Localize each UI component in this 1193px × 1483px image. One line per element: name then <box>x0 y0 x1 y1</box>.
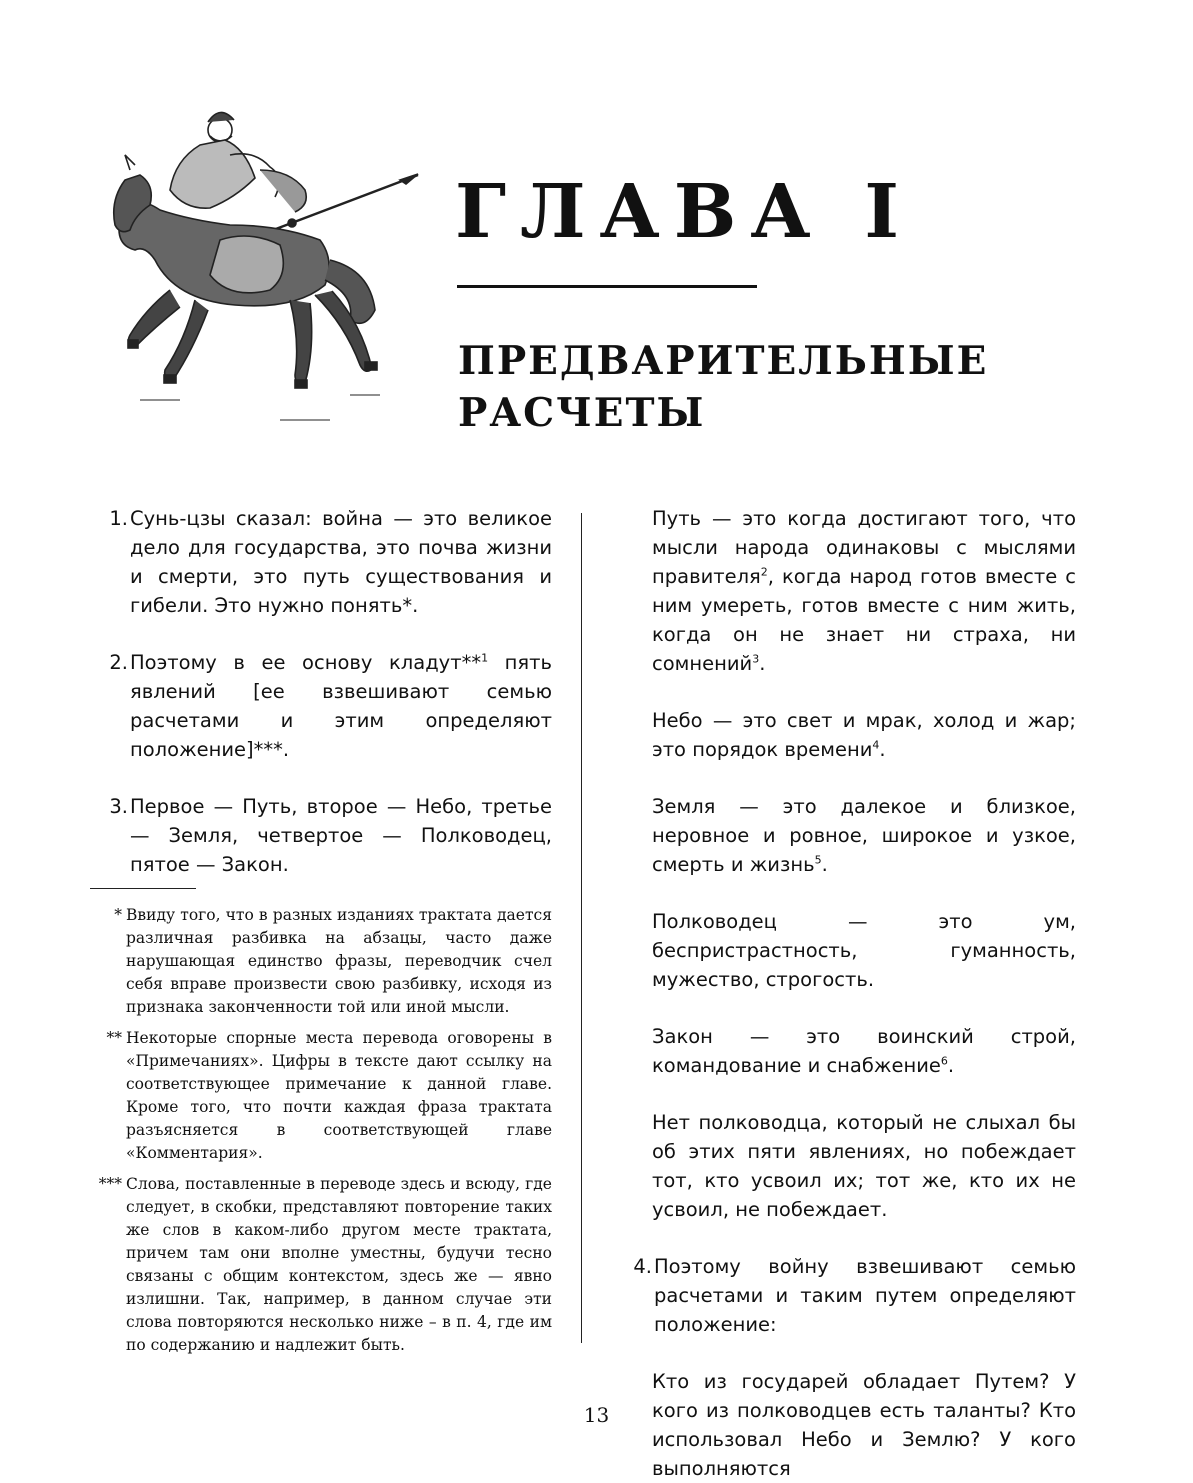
note-ref: 1 <box>481 651 489 665</box>
column-divider <box>581 513 582 1343</box>
paragraph-number: 4. <box>633 1255 652 1278</box>
chapter-title: ГЛАВА I <box>455 169 913 255</box>
paragraph-text: Поэтому войну взвешивают семью расчетами и таким путем определяют положение: <box>654 1255 1076 1336</box>
footnote-1 <box>90 904 552 1019</box>
paragraph-put: Путь — это когда достигают того, что мысли народа одинаковы с мыслями правителя$^2$, когда народ готов вместе с ним умереть, готов вместе с ним жить, когда он не знает ни страха, ни сомнений$^3$. <box>652 507 1076 675</box>
footnote-3 <box>90 1173 552 1357</box>
paragraph-number: 2. <box>109 651 128 674</box>
footnote-mark: ** <box>106 1029 122 1047</box>
footnote-text: Ввиду того, что в разных изданиях трактата дается различная разбивка на абзацы, часто даже нарушающая единство фразы, переводчик счел себя вправе произвести свою разбивку, исходя из признака законченности той или иной мысли. <box>126 906 552 1016</box>
paragraph-text: Сунь-цзы сказал: война — это великое дело для государства, это почва жизни и смерти, это путь существования и гибели. Это нужно понять*. <box>130 507 552 617</box>
footnote-text: Слова, поставленные в переводе здесь и всюду, где следует, в скобки, представляют повторение таких же слов в каком-либо другом месте трактата, причем там они вполне уместны, будучи тесно связаны с общим контекстом, здесь же — явно излишни. Так, например, в данном случае эти слова повторяются несколько ниже – в п. 4, где им по содержанию и надлежит быть. <box>126 1175 552 1354</box>
footnote-rule <box>90 888 196 889</box>
paragraph-nebo: Небо — это свет и мрак, холод и жар; это порядок времени$^4$. <box>652 709 1076 761</box>
footnote-mark: *** <box>98 1175 122 1193</box>
footnote-mark: * <box>114 906 122 924</box>
paragraph-3 <box>90 792 552 879</box>
page-number: 13 <box>583 1403 610 1427</box>
note-ref: 3 <box>752 652 760 666</box>
subtitle-line-1: ПРЕДВАРИТЕЛЬНЫЕ <box>458 338 989 384</box>
paragraph-polkovodets: Полководец — это ум, беспристрастность, гуманность, мужество, строгость. <box>652 910 1076 991</box>
chapter-subtitle <box>458 335 988 439</box>
paragraph-zemlya: Земля — это далекое и близкое, неровное и ровное, широкое и узкое, смерть и жизнь$^5$. <box>652 795 1076 876</box>
paragraph-number: 1. <box>109 507 128 530</box>
note-ref: 5 <box>814 853 822 867</box>
right-column <box>614 504 1076 1483</box>
paragraph-4 <box>614 1252 1076 1339</box>
note-ref: 4 <box>872 738 880 752</box>
footnote-text: Некоторые спорные места перевода оговорены в «Примечаниях». Цифры в тексте дают ссылку на соответствующее примечание к данной главе. Кроме того, что почти каждая фраза трактата разъясняется в соответствующей главе «Комментария». <box>126 1029 552 1162</box>
paragraph-text: Поэтому в ее основу кладут**$^1$ пять явлений [ее взвешивают семью расчетами и этим определяют положение]***. <box>130 651 552 761</box>
subtitle-line-2: РАСЧЕТЫ <box>458 390 706 436</box>
warrior-on-horse-illustration <box>100 100 430 440</box>
paragraph-2 <box>90 648 552 764</box>
paragraph-number: 3. <box>109 795 128 818</box>
left-column <box>90 504 552 879</box>
paragraph-net-polkovodtsa: Нет полководца, который не слыхал бы об этих пяти явлениях, но побеждает тот, кто усвоил их; тот же, кто их не усвоил, не побеждает. <box>652 1111 1076 1221</box>
note-ref: 2 <box>760 565 768 579</box>
footnote-2 <box>90 1027 552 1165</box>
paragraph-questions: Кто из государей обладает Путем? У кого из полководцев есть таланты? Кто использовал Небо и Землю? У кого выполняются <box>652 1370 1076 1480</box>
footnotes <box>90 904 552 1365</box>
paragraph-1 <box>90 504 552 620</box>
paragraph-zakon: Закон — это воинский строй, командование и снабжение$^6$. <box>652 1025 1076 1077</box>
title-rule <box>457 285 757 288</box>
paragraph-text: Первое — Путь, второе — Небо, третье — Земля, четвертое — Полководец, пятое — Закон. <box>130 795 552 876</box>
note-ref: 6 <box>940 1054 948 1068</box>
